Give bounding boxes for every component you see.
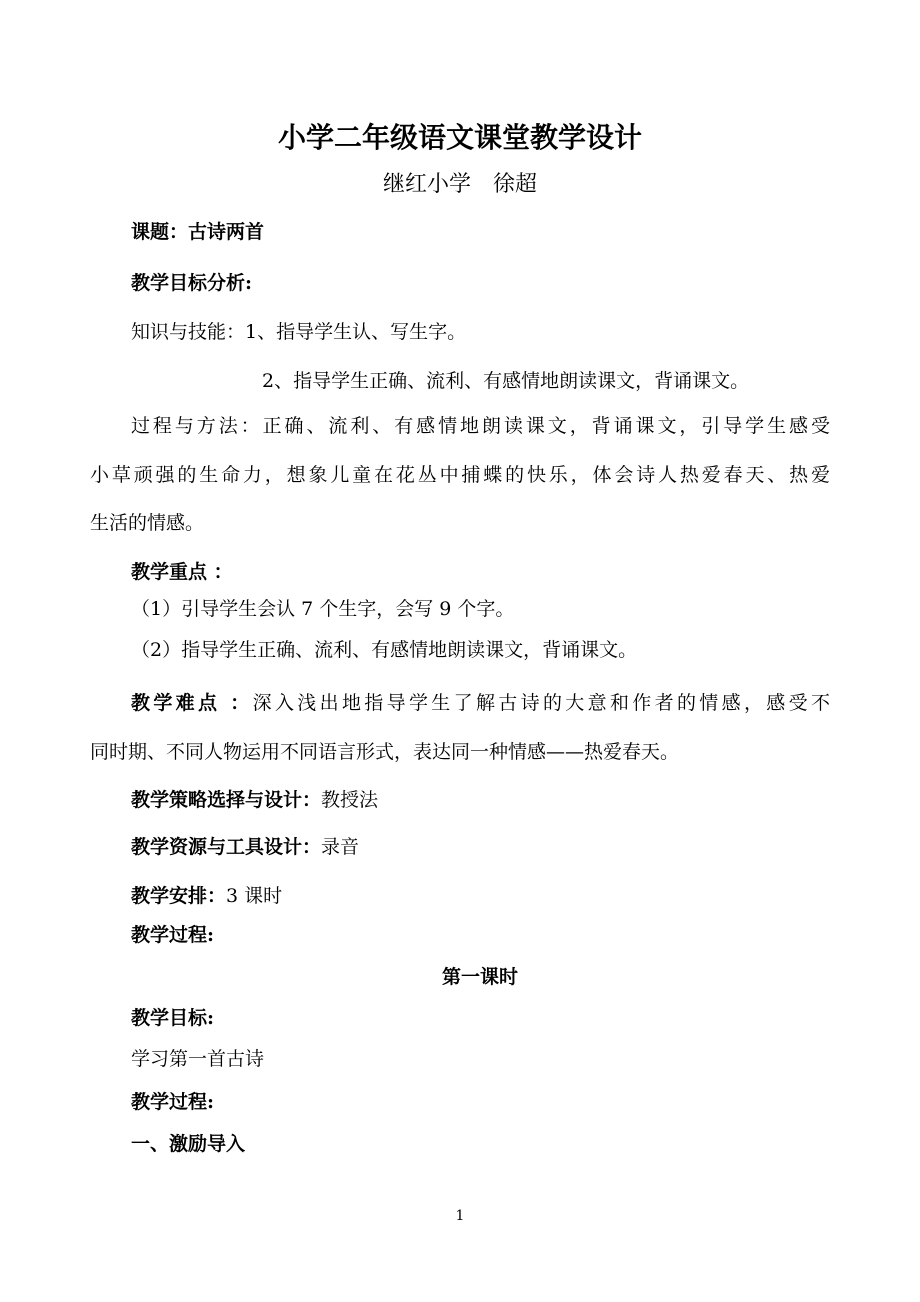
author-line: 继红小学 徐超 bbox=[382, 172, 537, 197]
keypoints-heading: 教学重点 ： bbox=[131, 561, 233, 583]
process-method-line-1: 过程与方法：正确、流利、有感情地朗读课文，背诵课文，引导学生感受 bbox=[131, 415, 830, 437]
process-method-line-3: 生活的情感。 bbox=[90, 512, 205, 534]
difficulty-line-2: 同时期、不同人物运用不同语言形式，表达同一种情感——热爱春天。 bbox=[90, 741, 680, 763]
schedule-value: 3 课时 bbox=[226, 885, 283, 907]
section-heading-1: 一、激励导入 bbox=[131, 1133, 246, 1155]
resources-label: 教学资源与工具设计： bbox=[131, 836, 322, 858]
process-method-line-2: 小草顽强的生命力，想象儿童在花丛中捕蝶的快乐，体会诗人热爱春天、热爱 bbox=[90, 464, 830, 486]
resources-line bbox=[131, 835, 359, 859]
knowledge-item-2: 2、指导学生正确、流利、有感情地朗读课文，背诵课文。 bbox=[262, 370, 750, 392]
strategy-label: 教学策略选择与设计： bbox=[131, 789, 322, 811]
topic-value: 古诗两首 bbox=[188, 221, 265, 243]
topic-line bbox=[131, 220, 264, 244]
difficulty-line-1 bbox=[131, 691, 830, 715]
objectives-heading: 教学目标分析: bbox=[131, 272, 253, 294]
schedule-label: 教学安排： bbox=[131, 885, 227, 907]
keypoint-item-1: （1）引导学生会认 7 个生字，会写 9 个字。 bbox=[131, 598, 515, 620]
knowledge-item-1: 知识与技能：1、指导学生认、写生字。 bbox=[131, 321, 467, 343]
lesson-heading: 第一课时 bbox=[441, 966, 518, 988]
process-heading-2: 教学过程: bbox=[131, 1091, 215, 1113]
difficulty-text-1: 深入浅出地指导学生了解古诗的大意和作者的情感，感受不 bbox=[252, 692, 830, 714]
difficulty-label: 教学难点 ： bbox=[131, 692, 253, 714]
process-heading: 教学过程: bbox=[131, 924, 215, 946]
goal-value: 学习第一首古诗 bbox=[131, 1048, 265, 1070]
topic-label: 课题： bbox=[131, 221, 189, 243]
strategy-value: 教授法 bbox=[321, 789, 379, 811]
keypoint-item-2: （2）指导学生正确、流利、有感情地朗读课文，背诵课文。 bbox=[131, 639, 638, 661]
resources-value: 录音 bbox=[321, 836, 360, 858]
strategy-line bbox=[131, 788, 378, 812]
document-title: 小学二年级语文课堂教学设计 bbox=[277, 121, 642, 154]
schedule-line bbox=[131, 884, 282, 908]
goal-heading: 教学目标: bbox=[131, 1007, 215, 1029]
page-number: 1 bbox=[455, 1208, 465, 1224]
